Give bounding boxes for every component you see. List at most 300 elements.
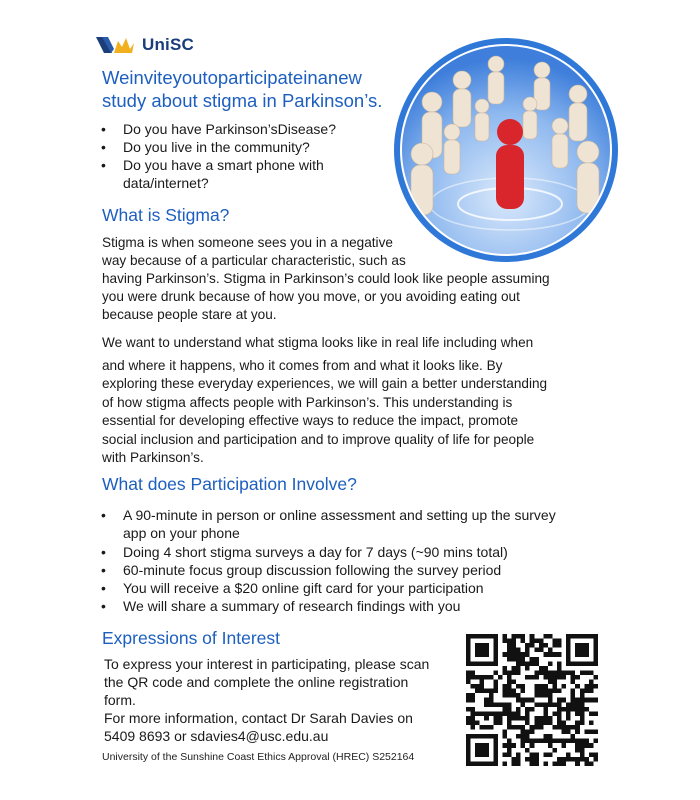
qr-module bbox=[484, 716, 489, 721]
qr-module bbox=[539, 693, 544, 698]
qr-module bbox=[484, 698, 489, 703]
qr-module bbox=[552, 652, 557, 657]
qr-module bbox=[548, 670, 553, 675]
list-item: • 60-minute focus group discussion following the survey period bbox=[101, 561, 601, 579]
qr-module bbox=[466, 675, 471, 680]
qr-module bbox=[580, 693, 585, 698]
qr-module bbox=[557, 698, 562, 703]
qr-module bbox=[557, 670, 562, 675]
qr-module bbox=[534, 648, 539, 653]
unisc-logo-icon bbox=[96, 35, 136, 55]
qr-module bbox=[507, 739, 512, 744]
qr-module bbox=[502, 634, 507, 639]
qr-module bbox=[475, 689, 480, 694]
qr-module bbox=[557, 666, 562, 671]
qr-module bbox=[543, 711, 548, 716]
qr-module bbox=[521, 661, 526, 666]
qr-module bbox=[593, 730, 598, 735]
text-line: essential for developing effective ways to reduce the impact, promote bbox=[102, 413, 519, 428]
qr-module bbox=[498, 702, 503, 707]
qr-module bbox=[593, 752, 598, 757]
title-line-1: Weinviteyoutoparticipateinanew bbox=[102, 67, 362, 88]
qr-module bbox=[507, 670, 512, 675]
qr-module bbox=[557, 716, 562, 721]
qr-module bbox=[557, 689, 562, 694]
eoi-instructions bbox=[104, 655, 459, 745]
list-item: • Do you live in the community? bbox=[101, 138, 351, 156]
qr-module bbox=[521, 743, 526, 748]
qr-module bbox=[562, 739, 567, 744]
qr-module bbox=[493, 680, 498, 685]
qr-module bbox=[571, 734, 576, 739]
text-line: We want to understand what stigma looks like in real life including when bbox=[102, 335, 534, 350]
list-item-line: data/internet? bbox=[123, 175, 209, 191]
qr-module bbox=[502, 702, 507, 707]
qr-module bbox=[530, 675, 535, 680]
qr-module bbox=[575, 730, 580, 735]
qr-module bbox=[502, 734, 507, 739]
qr-module bbox=[493, 716, 498, 721]
qr-module bbox=[530, 725, 535, 730]
qr-module bbox=[539, 689, 544, 694]
qr-module bbox=[530, 707, 535, 712]
qr-module bbox=[548, 739, 553, 744]
list-item-line: app on your phone bbox=[123, 525, 240, 542]
qr-module bbox=[502, 730, 507, 735]
qr-module bbox=[521, 657, 526, 662]
qr-module bbox=[521, 689, 526, 694]
qr-module bbox=[493, 711, 498, 716]
qr-module bbox=[512, 643, 517, 648]
qr-module bbox=[480, 725, 485, 730]
qr-module bbox=[562, 757, 567, 762]
qr-module bbox=[507, 725, 512, 730]
list-item: • Do you have Parkinson’sDisease? bbox=[101, 120, 351, 138]
qr-module bbox=[512, 666, 517, 671]
qr-module bbox=[584, 757, 589, 762]
qr-module bbox=[566, 716, 571, 721]
participation-list bbox=[101, 506, 601, 616]
qr-module bbox=[562, 707, 567, 712]
qr-module bbox=[548, 693, 553, 698]
qr-module bbox=[502, 639, 507, 644]
qr-module bbox=[525, 734, 530, 739]
qr-module bbox=[580, 743, 585, 748]
qr-module bbox=[548, 652, 553, 657]
qr-module bbox=[575, 698, 580, 703]
qr-module bbox=[525, 666, 530, 671]
qr-module bbox=[466, 716, 471, 721]
qr-module bbox=[489, 711, 494, 716]
qr-module bbox=[584, 670, 589, 675]
qr-module bbox=[466, 670, 471, 675]
qr-module bbox=[575, 675, 580, 680]
qr-module bbox=[584, 761, 589, 766]
qr-module bbox=[534, 684, 539, 689]
qr-module bbox=[525, 716, 530, 721]
list-item: • You will receive a $20 online gift card for your participation bbox=[101, 579, 601, 597]
qr-module bbox=[557, 652, 562, 657]
qr-module bbox=[571, 757, 576, 762]
qr-module bbox=[507, 652, 512, 657]
qr-module bbox=[580, 739, 585, 744]
qr-module bbox=[507, 720, 512, 725]
qr-module bbox=[552, 702, 557, 707]
qr-module bbox=[557, 643, 562, 648]
qr-module bbox=[580, 720, 585, 725]
qr-module bbox=[557, 702, 562, 707]
qr-module bbox=[571, 702, 576, 707]
qr-module bbox=[525, 707, 530, 712]
qr-module bbox=[575, 743, 580, 748]
qr-module bbox=[552, 684, 557, 689]
qr-module bbox=[525, 675, 530, 680]
qr-module bbox=[534, 689, 539, 694]
qr-module bbox=[562, 761, 567, 766]
qr-module bbox=[521, 639, 526, 644]
qr-module bbox=[512, 634, 517, 639]
qr-module bbox=[593, 757, 598, 762]
qr-module bbox=[571, 680, 576, 685]
qr-module bbox=[543, 670, 548, 675]
qr-module bbox=[543, 675, 548, 680]
qr-module bbox=[525, 739, 530, 744]
qr-module bbox=[575, 725, 580, 730]
qr-module bbox=[589, 743, 594, 748]
qr-module bbox=[493, 670, 498, 675]
qr-module bbox=[557, 661, 562, 666]
qr-module bbox=[512, 689, 517, 694]
qr-module bbox=[534, 752, 539, 757]
qr-module bbox=[521, 652, 526, 657]
qr-module bbox=[475, 684, 480, 689]
qr-module bbox=[557, 711, 562, 716]
qr-finder-pattern bbox=[575, 643, 589, 657]
qr-module bbox=[534, 702, 539, 707]
qr-module bbox=[548, 675, 553, 680]
qr-module bbox=[552, 725, 557, 730]
qr-module bbox=[552, 675, 557, 680]
qr-module bbox=[502, 761, 507, 766]
qr-module bbox=[534, 639, 539, 644]
qr-module bbox=[516, 693, 521, 698]
qr-module bbox=[507, 643, 512, 648]
qr-module bbox=[530, 739, 535, 744]
stigma-definition bbox=[102, 234, 602, 324]
qr-module bbox=[543, 761, 548, 766]
qr-module bbox=[489, 698, 494, 703]
qr-module bbox=[521, 730, 526, 735]
qr-module bbox=[507, 748, 512, 753]
qr-module bbox=[484, 689, 489, 694]
qr-module bbox=[530, 757, 535, 762]
qr-module bbox=[534, 657, 539, 662]
qr-module bbox=[562, 670, 567, 675]
qr-module bbox=[539, 702, 544, 707]
qr-module bbox=[498, 716, 503, 721]
qr-module bbox=[548, 680, 553, 685]
qr-module bbox=[493, 684, 498, 689]
qr-module bbox=[502, 670, 507, 675]
qr-module bbox=[521, 739, 526, 744]
text-line: social inclusion and participation and to improve quality of life for people bbox=[102, 431, 535, 447]
qr-module bbox=[584, 730, 589, 735]
qr-module bbox=[589, 711, 594, 716]
qr-module bbox=[580, 711, 585, 716]
qr-module bbox=[489, 689, 494, 694]
qr-module bbox=[534, 693, 539, 698]
qr-module bbox=[552, 761, 557, 766]
qr-module bbox=[530, 643, 535, 648]
qr-module bbox=[502, 666, 507, 671]
qr-module bbox=[584, 684, 589, 689]
qr-module bbox=[584, 689, 589, 694]
qr-module bbox=[498, 720, 503, 725]
text-line: For more information, contact Dr Sarah Davies on bbox=[104, 710, 413, 726]
qr-module bbox=[589, 684, 594, 689]
qr-module bbox=[557, 720, 562, 725]
qr-module bbox=[571, 689, 576, 694]
qr-module bbox=[507, 743, 512, 748]
qr-module bbox=[502, 711, 507, 716]
list-item-line: A 90-minute in person or online assessment and setting up the survey bbox=[123, 507, 556, 523]
qr-module bbox=[507, 752, 512, 757]
qr-module bbox=[589, 680, 594, 685]
qr-module bbox=[548, 734, 553, 739]
qr-module bbox=[530, 634, 535, 639]
qr-module bbox=[516, 725, 521, 730]
qr-module bbox=[557, 761, 562, 766]
qr-module bbox=[516, 684, 521, 689]
text-line: the QR code and complete the online registration bbox=[104, 674, 409, 690]
qr-module bbox=[534, 725, 539, 730]
qr-module bbox=[580, 752, 585, 757]
list-item: • Doing 4 short stigma surveys a day for 7 days (~90 mins total) bbox=[101, 543, 601, 561]
qr-module bbox=[471, 707, 476, 712]
qr-module bbox=[525, 698, 530, 703]
qr-module bbox=[548, 661, 553, 666]
qr-module bbox=[543, 689, 548, 694]
qr-module bbox=[543, 634, 548, 639]
qr-module bbox=[566, 725, 571, 730]
qr-module bbox=[575, 720, 580, 725]
qr-module bbox=[498, 675, 503, 680]
qr-module bbox=[534, 757, 539, 762]
qr-module bbox=[521, 716, 526, 721]
qr-module bbox=[512, 648, 517, 653]
qr-module bbox=[512, 657, 517, 662]
qr-module bbox=[530, 698, 535, 703]
qr-module bbox=[516, 752, 521, 757]
qr-module bbox=[557, 725, 562, 730]
qr-module bbox=[575, 684, 580, 689]
qr-module bbox=[521, 698, 526, 703]
qr-module bbox=[589, 752, 594, 757]
qr-module bbox=[516, 711, 521, 716]
qr-module bbox=[584, 743, 589, 748]
qr-module bbox=[502, 743, 507, 748]
qr-module bbox=[589, 720, 594, 725]
qr-module bbox=[475, 720, 480, 725]
qr-module bbox=[548, 752, 553, 757]
qr-module bbox=[525, 661, 530, 666]
qr-module bbox=[575, 739, 580, 744]
qr-module bbox=[530, 661, 535, 666]
qr-module bbox=[516, 666, 521, 671]
qr-module bbox=[480, 689, 485, 694]
qr-module bbox=[516, 716, 521, 721]
qr-module bbox=[543, 684, 548, 689]
qr-module bbox=[502, 752, 507, 757]
qr-module bbox=[593, 675, 598, 680]
qr-module bbox=[543, 739, 548, 744]
qr-module bbox=[525, 648, 530, 653]
qr-module bbox=[521, 702, 526, 707]
qr-module bbox=[512, 693, 517, 698]
qr-module bbox=[539, 666, 544, 671]
section-heading-eoi: Expressions of Interest bbox=[102, 628, 280, 648]
page-title bbox=[102, 66, 402, 112]
qr-module bbox=[580, 689, 585, 694]
qr-module bbox=[566, 707, 571, 712]
qr-module bbox=[493, 689, 498, 694]
qr-module bbox=[534, 739, 539, 744]
qr-module bbox=[552, 711, 557, 716]
qr-module bbox=[562, 743, 567, 748]
qr-module bbox=[502, 707, 507, 712]
text-line: exploring these everyday experiences, we will gain a better understanding bbox=[102, 376, 548, 391]
qr-module bbox=[530, 761, 535, 766]
qr-module bbox=[566, 739, 571, 744]
qr-module bbox=[512, 711, 517, 716]
qr-module bbox=[548, 698, 553, 703]
qr-module bbox=[484, 675, 489, 680]
qr-module bbox=[507, 684, 512, 689]
qr-module bbox=[507, 711, 512, 716]
qr-module bbox=[571, 707, 576, 712]
qr-module bbox=[534, 661, 539, 666]
qr-module bbox=[484, 711, 489, 716]
qr-module bbox=[539, 720, 544, 725]
qr-module bbox=[516, 707, 521, 712]
qr-module bbox=[489, 693, 494, 698]
qr-module bbox=[543, 652, 548, 657]
qr-module bbox=[575, 761, 580, 766]
qr-module bbox=[593, 739, 598, 744]
qr-module bbox=[516, 761, 521, 766]
qr-module bbox=[562, 675, 567, 680]
text-line: having Parkinson’s. Stigma in Parkinson’s could look like people assuming bbox=[102, 271, 550, 286]
qr-module bbox=[530, 743, 535, 748]
qr-module bbox=[516, 652, 521, 657]
qr-code-icon[interactable] bbox=[465, 634, 599, 766]
qr-module bbox=[534, 716, 539, 721]
qr-module bbox=[516, 734, 521, 739]
qr-module bbox=[466, 707, 471, 712]
qr-module bbox=[507, 716, 512, 721]
qr-module bbox=[502, 689, 507, 694]
qr-module bbox=[525, 748, 530, 753]
qr-module bbox=[507, 675, 512, 680]
qr-module bbox=[471, 684, 476, 689]
qr-module bbox=[512, 652, 517, 657]
qr-module bbox=[512, 639, 517, 644]
qr-module bbox=[466, 698, 471, 703]
list-item: • We will share a summary of research findings with you bbox=[101, 597, 601, 615]
qr-module bbox=[566, 702, 571, 707]
qr-module bbox=[571, 693, 576, 698]
qr-module bbox=[516, 670, 521, 675]
eligibility-questions bbox=[101, 120, 351, 192]
qr-module bbox=[580, 670, 585, 675]
title-line-2: study about stigma in Parkinson’s. bbox=[102, 90, 383, 111]
qr-module bbox=[566, 730, 571, 735]
qr-module bbox=[543, 702, 548, 707]
qr-module bbox=[552, 748, 557, 753]
qr-module bbox=[471, 675, 476, 680]
qr-module bbox=[589, 670, 594, 675]
qr-module bbox=[571, 725, 576, 730]
qr-module bbox=[516, 648, 521, 653]
qr-module bbox=[543, 734, 548, 739]
qr-module bbox=[557, 757, 562, 762]
qr-module bbox=[516, 657, 521, 662]
qr-module bbox=[552, 643, 557, 648]
qr-module bbox=[575, 702, 580, 707]
qr-module bbox=[507, 689, 512, 694]
text-line: form. bbox=[104, 692, 136, 708]
qr-module bbox=[466, 680, 471, 685]
qr-module bbox=[471, 698, 476, 703]
qr-module bbox=[512, 670, 517, 675]
qr-module bbox=[507, 693, 512, 698]
stigma-figures-illustration bbox=[392, 36, 620, 264]
qr-module bbox=[571, 739, 576, 744]
qr-module bbox=[516, 634, 521, 639]
qr-module bbox=[593, 711, 598, 716]
text-line: because people stare at you. bbox=[102, 307, 277, 322]
qr-module bbox=[543, 720, 548, 725]
qr-module bbox=[507, 657, 512, 662]
qr-module bbox=[502, 652, 507, 657]
study-purpose bbox=[102, 334, 602, 468]
qr-module bbox=[512, 743, 517, 748]
qr-module bbox=[530, 730, 535, 735]
unisc-logo bbox=[96, 34, 194, 56]
qr-module bbox=[507, 680, 512, 685]
qr-module bbox=[471, 670, 476, 675]
qr-module bbox=[575, 711, 580, 716]
text-line: with Parkinson’s. bbox=[102, 450, 204, 465]
list-item-line: Do you have a smart phone with bbox=[123, 157, 324, 173]
qr-module bbox=[557, 707, 562, 712]
qr-module bbox=[466, 720, 471, 725]
qr-module bbox=[548, 648, 553, 653]
qr-module bbox=[575, 757, 580, 762]
qr-module bbox=[471, 711, 476, 716]
qr-module bbox=[525, 643, 530, 648]
qr-module bbox=[543, 693, 548, 698]
qr-module bbox=[566, 670, 571, 675]
qr-module bbox=[562, 725, 567, 730]
qr-module bbox=[475, 675, 480, 680]
qr-module bbox=[552, 689, 557, 694]
qr-module bbox=[580, 707, 585, 712]
qr-module bbox=[580, 757, 585, 762]
qr-module bbox=[471, 725, 476, 730]
qr-module bbox=[552, 670, 557, 675]
qr-module bbox=[543, 716, 548, 721]
